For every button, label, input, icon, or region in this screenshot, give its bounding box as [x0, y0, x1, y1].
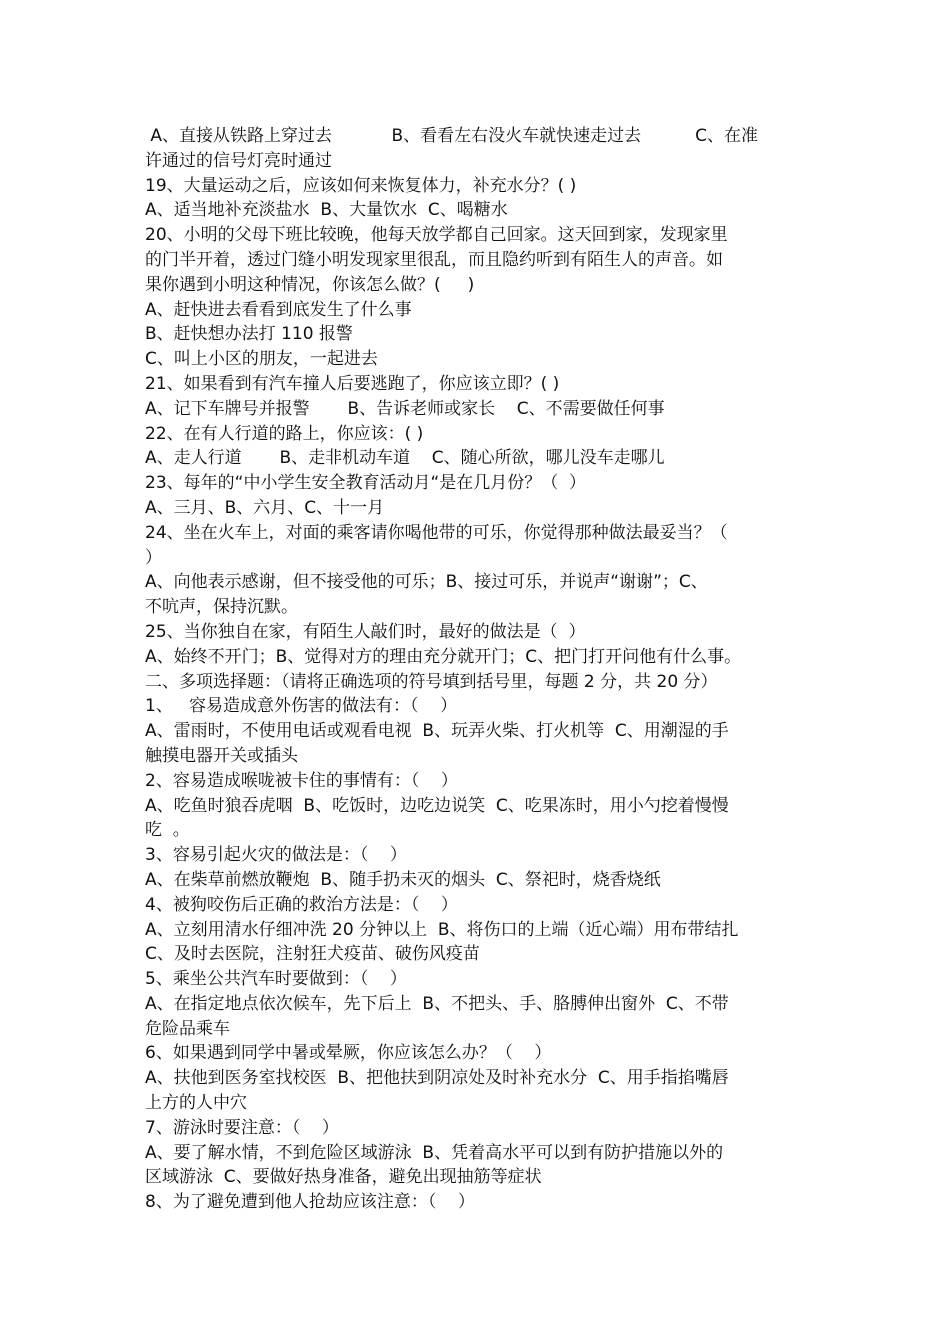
text-line: 20、小明的父母下班比较晚，他每天放学都自己回家。这天回到家，发现家里	[145, 225, 728, 246]
text-line: A、吃鱼时狼吞虎咽 B、吃饭时，边吃边说笑 C、吃果冻时，用小勺挖着慢慢	[145, 795, 729, 816]
text-line: 19、大量运动之后，应该如何来恢复体力，补充水分？( )	[145, 175, 577, 196]
text-line: A、向他表示感谢，但不接受他的可乐；B、接过可乐，并说声“谢谢”；C、	[145, 572, 708, 593]
text-line: 二、多项选择题：（请将正确选项的符号填到括号里，每题 2 分，共 20 分）	[145, 671, 718, 692]
text-line: 23、每年的“中小学生安全教育活动月“是在几月份？（ ）	[145, 473, 587, 494]
text-line: 8、为了避免遭到他人抢劫应该注意：（ ）	[145, 1192, 475, 1213]
text-line: A、立刻用清水仔细冲洗 20 分钟以上 B、将伤口的上端（近心端）用布带结扎	[145, 919, 739, 940]
text-line: A、走人行道 B、走非机动车道 C、随心所欲，哪儿没车走哪儿	[145, 448, 665, 469]
text-line: 1、 容易造成意外伤害的做法有：（ ）	[145, 696, 458, 717]
text-line: A、雷雨时，不使用电话或观看电视 B、玩弄火柴、打火机等 C、用潮湿的手	[145, 721, 729, 742]
text-line: A、直接从铁路上穿过去 B、看看左右没火车就快速走过去 C、在准	[145, 126, 759, 146]
text-line: 区域游泳 C、要做好热身准备，避免出现抽筋等症状	[145, 1167, 542, 1188]
text-line: A、记下车牌号并报警 B、告诉老师或家长 C、不需要做任何事	[145, 398, 665, 419]
text-line: A、赶快进去看看到底发生了什么事	[145, 299, 412, 320]
text-line: 25、当你独自在家，有陌生人敲们时，最好的做法是（ ）	[145, 621, 586, 642]
text-line: 许通过的信号灯亮时通过	[145, 150, 332, 171]
text-line: A、扶他到医务室找校医 B、把他扶到阴凉处及时补充水分 C、用手指掐嘴唇	[145, 1068, 729, 1089]
text-line: 吃 。	[145, 820, 190, 841]
text-line: C、及时去医院，注射狂犬疫苗、破伤风疫苗	[145, 944, 480, 965]
text-line: 的门半开着，透过门缝小明发现家里很乱，而且隐约听到有陌生人的声音。如	[145, 249, 723, 270]
text-line: 21、如果看到有汽车撞人后要逃跑了，你应该立即？( )	[145, 373, 560, 394]
text-line: 果你遇到小明这种情况，你该怎么做？( )	[145, 274, 475, 295]
text-line: 4、被狗咬伤后正确的救治方法是：（ ）	[145, 894, 458, 915]
text-line: 上方的人中穴	[145, 1093, 247, 1114]
text-line: 24、坐在火车上，对面的乘客请你喝他带的可乐，你觉得那种做法最妥当？（	[145, 522, 728, 543]
text-line: 2、容易造成喉咙被卡住的事情有：（ ）	[145, 770, 458, 791]
text-line: ）	[145, 547, 162, 568]
document-body	[145, 124, 810, 1215]
text-line: A、在指定地点依次候车，先下后上 B、不把头、手、胳膊伸出窗外 C、不带	[145, 993, 729, 1014]
text-line: C、叫上小区的朋友，一起进去	[145, 349, 378, 370]
text-line: 7、游泳时要注意：（ ）	[145, 1117, 339, 1138]
text-line: A、要了解水情，不到危险区域游泳 B、凭着高水平可以到有防护措施以外的	[145, 1142, 724, 1163]
text-line: 3、容易引起火灾的做法是：（ ）	[145, 845, 407, 866]
text-line: 危险品乘车	[145, 1018, 230, 1039]
text-line: A、在柴草前燃放鞭炮 B、随手扔未灭的烟头 C、祭祀时，烧香烧纸	[145, 869, 661, 890]
text-line: A、适当地补充淡盐水 B、大量饮水 C、喝糖水	[145, 200, 508, 221]
text-line: A、三月、B、六月、C、十一月	[145, 497, 385, 518]
text-line: 5、乘坐公共汽车时要做到：（ ）	[145, 969, 407, 990]
text-line: B、赶快想办法打 110 报警	[145, 324, 353, 345]
text-line: A、始终不开门；B、觉得对方的理由充分就开门；C、把门打开问他有什么事。	[145, 646, 742, 667]
text-line: 6、如果遇到同学中暑或晕厥，你应该怎么办？（ ）	[145, 1043, 552, 1064]
text-line: 22、在有人行道的路上，你应该：( )	[145, 423, 424, 444]
text-line: 触摸电器开关或插头	[145, 745, 298, 766]
text-line: 不吭声，保持沉默。	[145, 597, 298, 618]
